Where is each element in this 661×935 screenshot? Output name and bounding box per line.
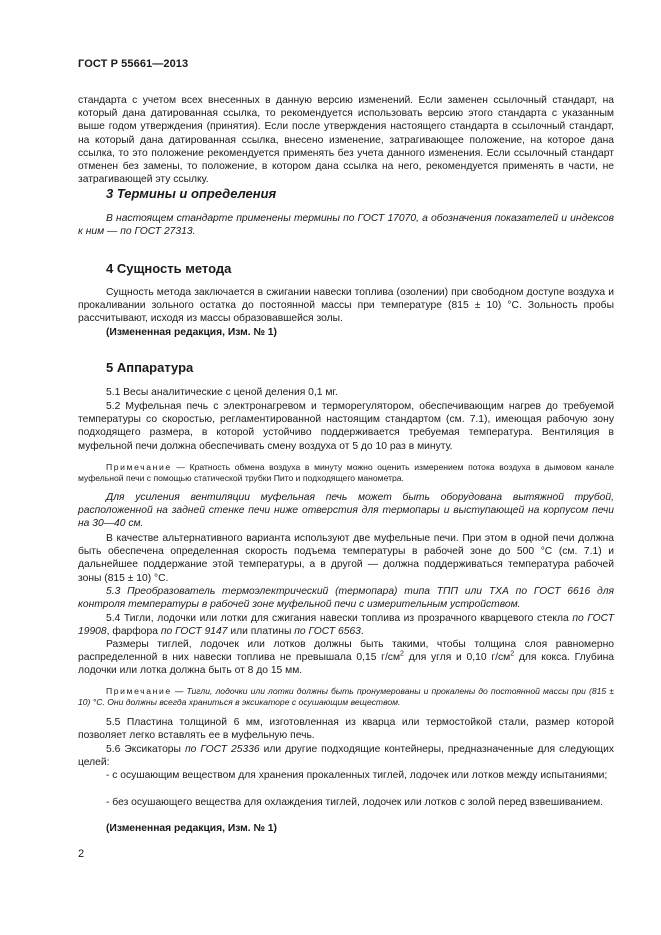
note-1-text: — Кратность обмена воздуха в минуту можно оценить измерением потока воздуха в дымовом канале муфельной печи с помощью статической трубки Пито и подходящего манометра.	[78, 462, 614, 483]
sizes-paragraph: Размеры тиглей, лодочек или лотков должны быть такими, чтобы толщина слоя равномерно распределенной в них навески топлива не превышала 0,15 $г/см^2$ для угля и 0,10 $г/см^2$ для кокса. Глубина лодочки или лотка должна быть от 8 до 15 мм.	[78, 639, 614, 677]
section-4-revision: (Измененная редакция, Изм. № 1)	[106, 327, 277, 338]
note-2-text: — Тигли, лодочки или лотки должны быть пронумерованы и прокалены до постоянной массы при (815 ± 10) °С. Они должны всегда храниться в эксикаторе с осушающим веществом.	[78, 686, 614, 707]
alternative-paragraph: В качестве альтернативного варианта используют две муфельные печи. При этом в одной печи должна быть обеспечена определенная скорость подъема температуры в рабочей зоне до 500 °С (см. 7.1) и дальнейшее поддержание этой температуры, а в другой — должна поддерживаться температура рабочей зоны (815 ± 10) °С.	[78, 533, 614, 584]
page-number: 2	[78, 848, 85, 860]
clause-5-1: 5.1 Весы аналитические с ценой деления 0,1 мг.	[106, 387, 338, 398]
note-2-label: Примечание	[106, 686, 172, 696]
section-4-paragraph: Сущность метода заключается в сжигании навески топлива (озолении) при свободном доступе воздуха и прокаливании зольного остатка до постоянной массы при температуре (815 ± 10) °С. Зольность пробы рассчитывают, исходя из массы образовавшейся золы.	[78, 287, 614, 325]
section-5-revision: (Измененная редакция, Изм. № 1)	[106, 823, 277, 834]
note-1	[78, 462, 614, 484]
section-5-title: 5 Аппаратура	[106, 360, 194, 375]
clause-5-3: 5.3 Преобразователь термоэлектрический (термопара) типа ТПП или ТХА по ГОСТ 6616 для контроля температуры в рабочей зоне муфельной печи с измерительным устройством.	[78, 586, 614, 611]
clause-5-4: 5.4 Тигли, лодочки или лотки для сжигания навески топлива из прозрачного кварцевого стекла по ГОСТ 19908, фарфора по ГОСТ 9147 или платины по ГОСТ 6563.	[78, 613, 615, 638]
running-header: ГОСТ Р 55661—2013	[78, 58, 189, 70]
clause-5-5: 5.5 Пластина толщиной 6 мм, изготовленная из кварца или термостойкой стали, размер которой позволяет легко вставлять ее в муфельную печь.	[78, 717, 614, 742]
list-item: - без осушающего вещества для охлаждения тиглей, лодочек или лотков с золой перед взвешиванием.	[106, 797, 604, 808]
section-4-title: 4 Сущность метода	[106, 261, 232, 276]
section-3-paragraph: В настоящем стандарте применены термины по ГОСТ 17070, а обозначения показателей и индексов к ним — по ГОСТ 27313.	[78, 213, 614, 238]
intro-paragraph: стандарта с учетом всех внесенных в данную версию изменений. Если заменен ссылочный стандарт, на который дана датированная ссылка, то рекомендуется использовать версию этого стандарта с указанным выше годом утверждения (принятия). Если после утверждения настоящего стандарта в ссылочный стандарт, на который дана датированная ссылка, внесено изменение, затрагивающее положение, на которое дана ссылка, то это положение рекомендуется применять без учета данного изменения. Если ссылочный стандарт отменен без замены, то положение, в котором дана ссылка на него, рекомендуется применять в части, не затрагивающей эту ссылку.	[78, 95, 614, 186]
section-3-title: 3 Термины и определения	[106, 186, 277, 201]
ventilation-paragraph: Для усиления вентиляции муфельная печь может быть оборудована вытяжной трубой, расположенной на задней стенке печи ниже отверстия для термопары и выступающей на корпусом печи на 30—40 см.	[78, 492, 614, 530]
note-2	[78, 686, 614, 708]
note-1-label: Примечание	[106, 462, 172, 472]
clause-5-6: 5.6 Эксикаторы по ГОСТ 25336 или другие подходящие контейнеры, предназначенные для следующих целей:	[78, 744, 614, 769]
clause-5-2: 5.2 Муфельная печь с электронагревом и терморегулятором, обеспечивающим нагрев до требуемой температуры со скоростью, регламентированной настоящим стандартом (см. 7.1), имеющая рабочую зону подходящего размера, в которой устойчиво поддерживается требуемая температура. Вентиляция в муфельной печи должна обеспечивать смену воздуха от 5 до 10 раз в минуту.	[78, 401, 614, 452]
list-item: - с осушающим веществом для хранения прокаленных тиглей, лодочек или лотков между испытаниями;	[106, 770, 608, 781]
